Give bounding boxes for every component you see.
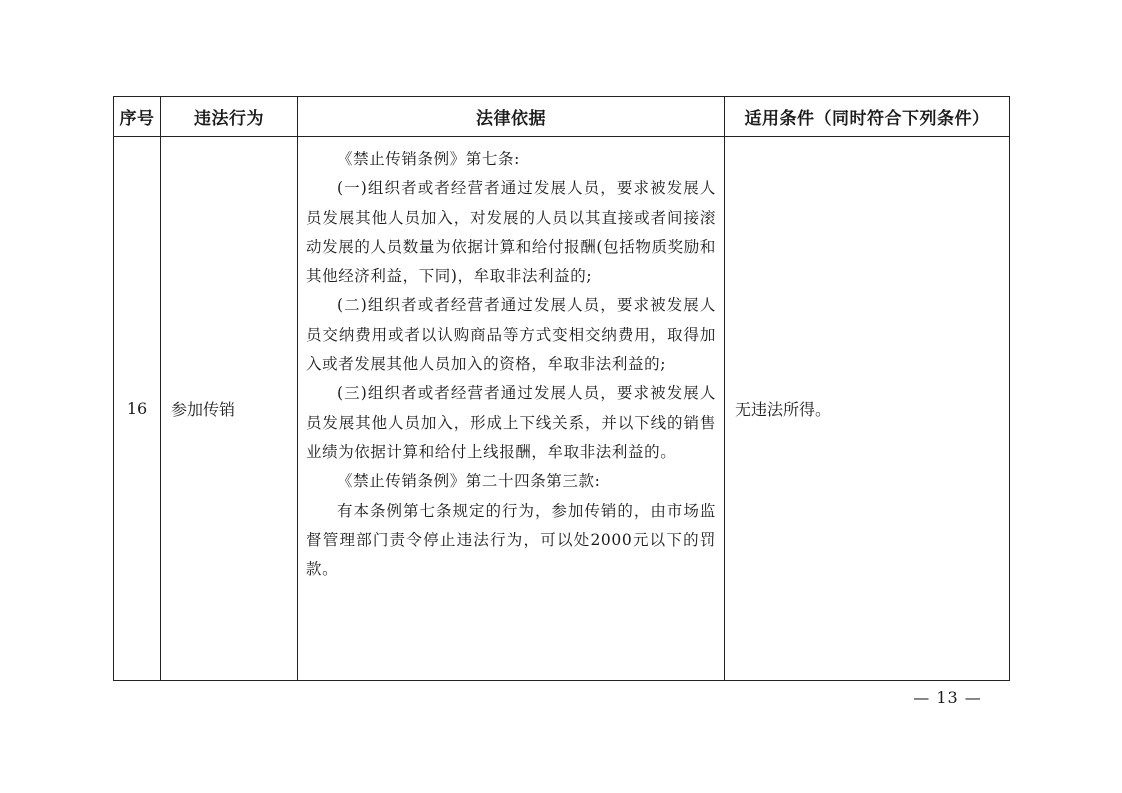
law-paragraph: 有本条例第七条规定的行为，参加传销的，由市场监督管理部门责令停止违法行为，可以处2000元以下的罚款。 [306,501,716,579]
law-paragraph: 《禁止传销条例》第七条: [337,150,520,168]
header-act-label: 违法行为 [194,109,264,129]
law-paragraph: (二)组织者或者经营者通过发展人员，要求被发展人员交纳费用或者以认购商品等方式变相交纳费用，取得加入或者发展其他人员加入的资格，牟取非法利益的; [306,296,716,374]
header-law-label: 法律依据 [476,109,546,129]
law-paragraph: (三)组织者或者经营者通过发展人员，要求被发展人员发展其他人员加入，形成上下线关系，并以下线的销售业绩为依据计算和给付上线报酬，牟取非法利益的。 [306,384,716,461]
law-paragraph: 《禁止传销条例》第二十四条第三款: [337,472,601,491]
law-basis-text [306,145,716,584]
header-cell-seq [114,97,161,136]
cell-act [161,137,298,680]
row-act-value: 参加传销 [171,400,236,419]
header-cell-condition [725,97,1009,136]
cell-law [298,137,725,680]
row-seq-value: 16 [126,399,148,418]
header-cell-law [298,97,725,136]
header-seq-label: 序号 [119,109,155,129]
cell-seq [114,137,161,680]
table-row [114,137,1009,680]
cell-condition [725,137,1009,680]
page-number: — 13 — [913,688,982,707]
law-paragraph: (一)组织者或者经营者通过发展人员，要求被发展人员发展其他人员加入，对发展的人员以其直接或者间接滚动发展的人员数量为依据计算和给付报酬(包括物质奖励和其他经济利益，下同)，牟取非法利益的; [306,179,716,286]
header-cell-act [161,97,298,136]
header-condition-label: 适用条件（同时符合下列条件） [744,109,990,129]
regulation-table [113,96,1010,681]
row-condition-value: 无违法所得。 [735,400,832,419]
table-header-row [114,97,1009,137]
